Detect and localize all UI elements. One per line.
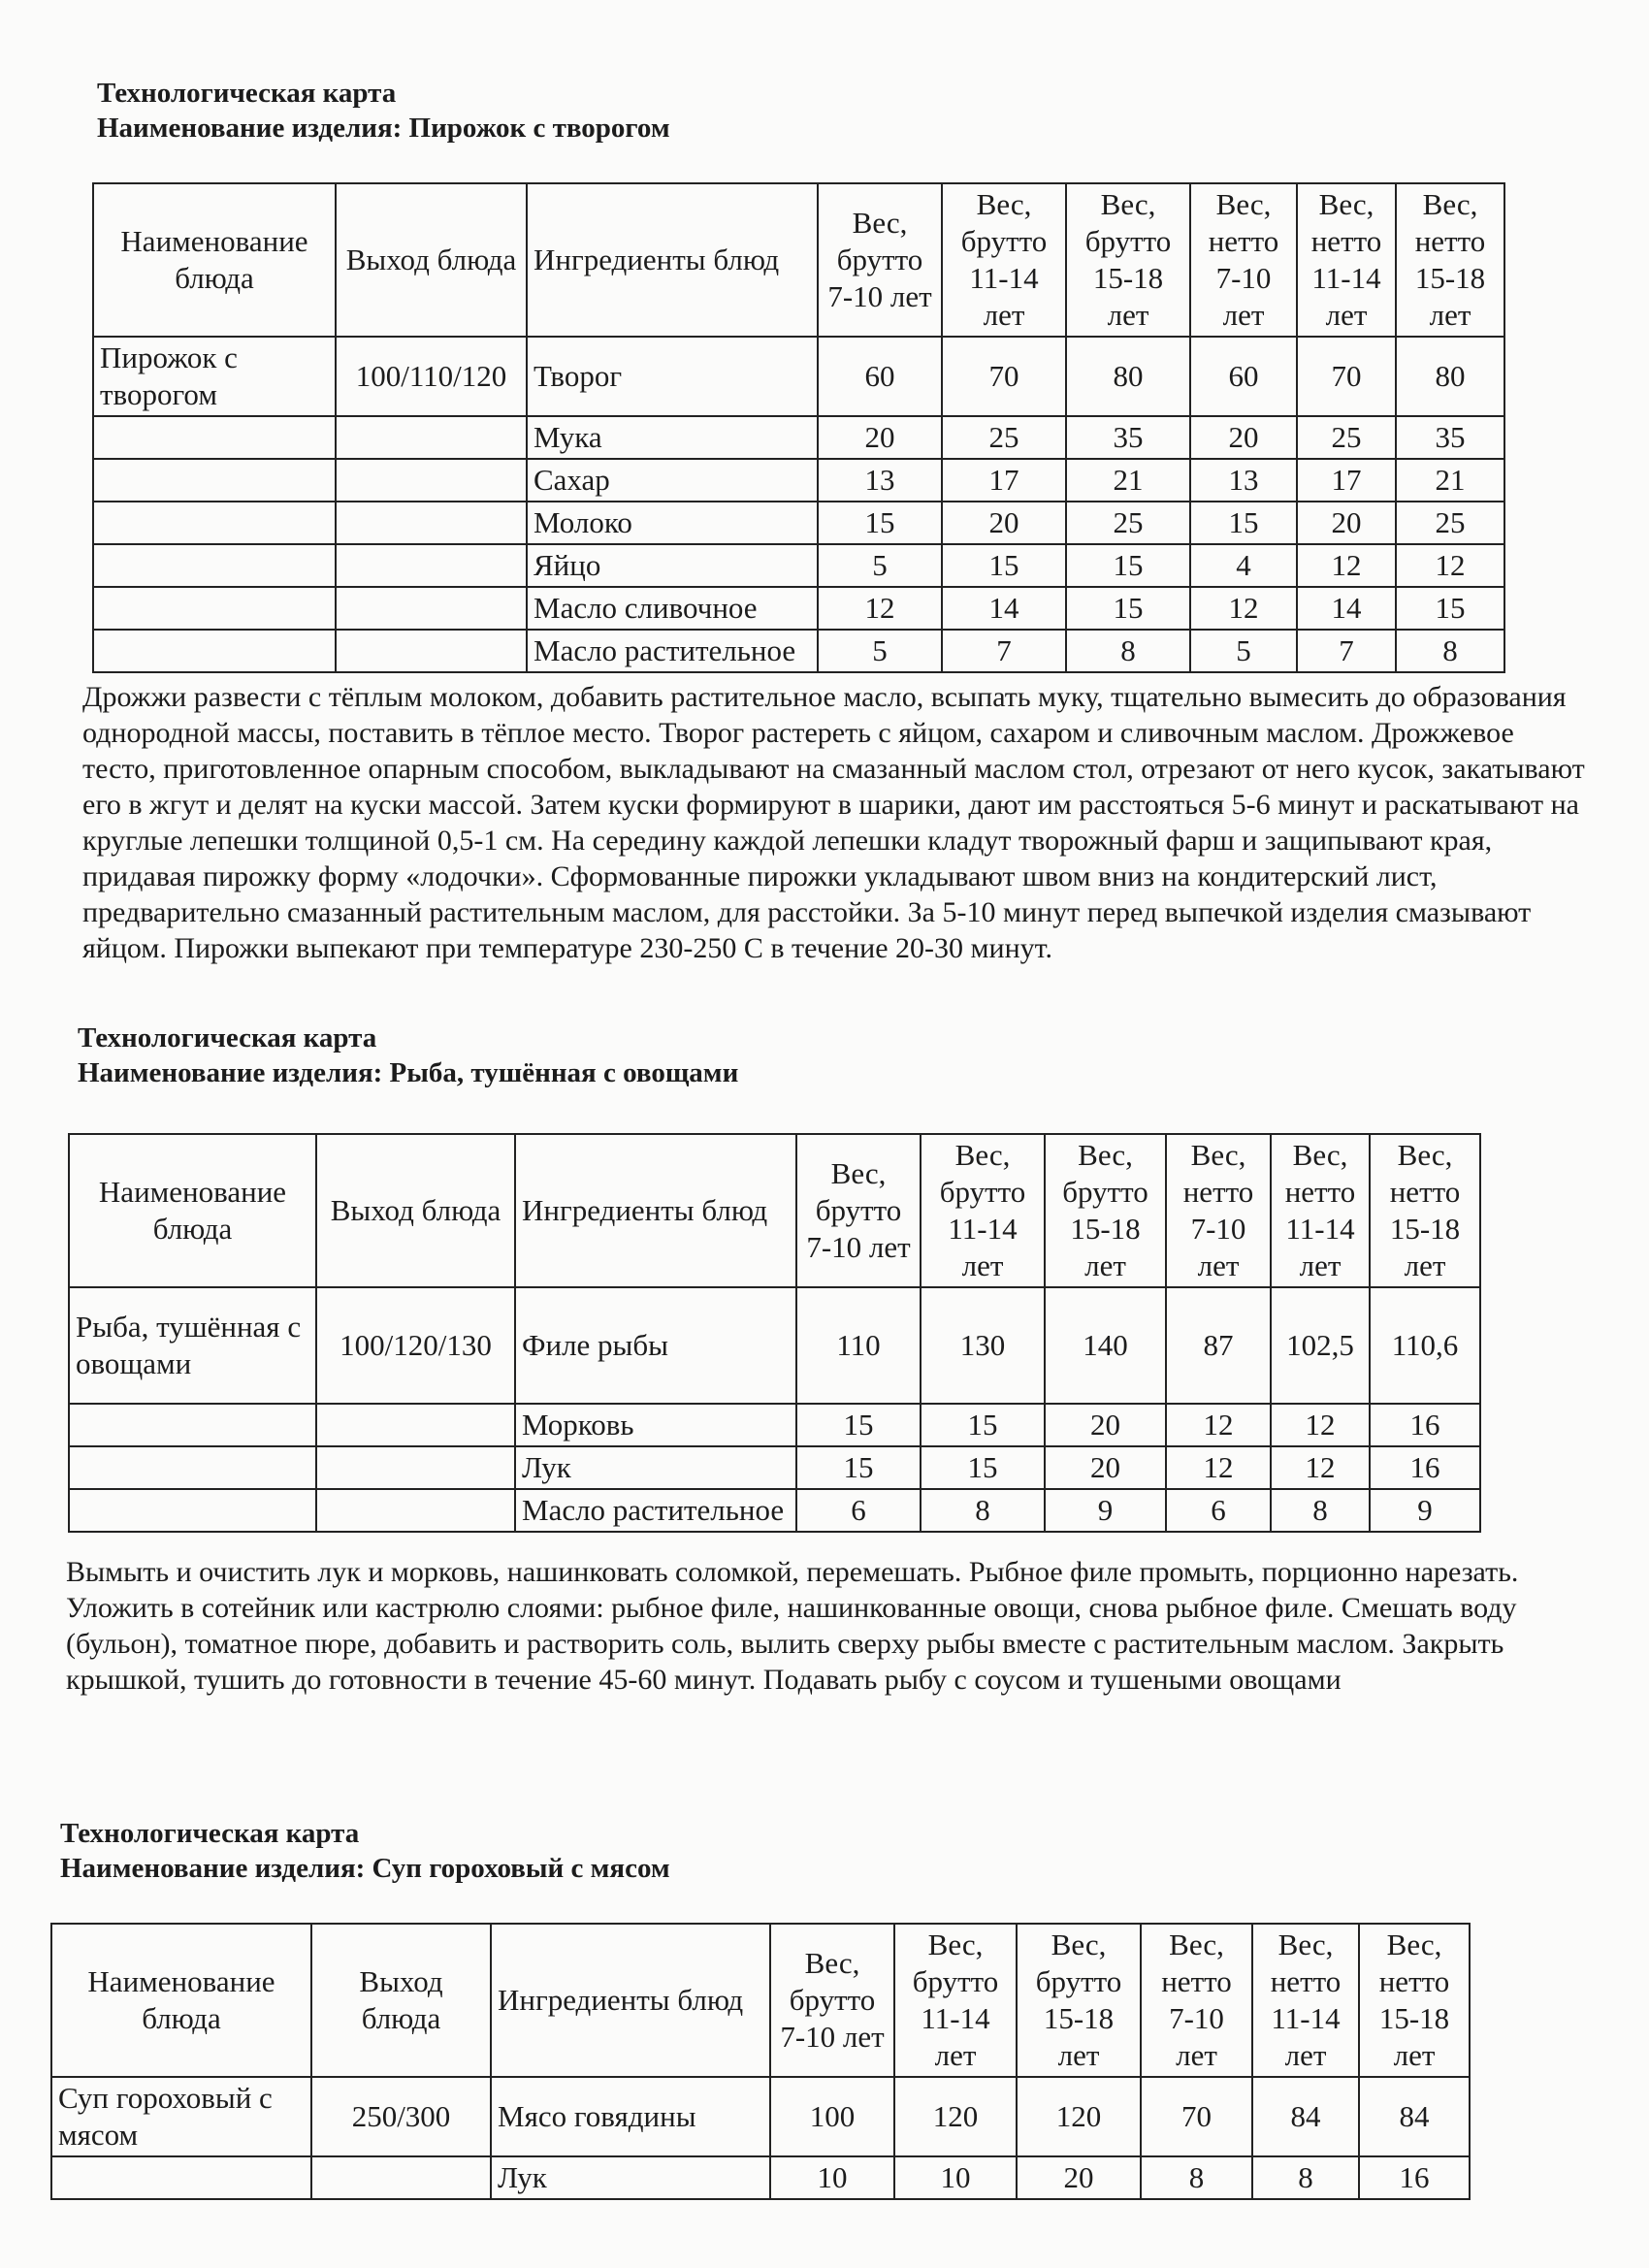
- tech-card-2: [78, 1021, 1494, 1090]
- weight-value: 17: [942, 459, 1066, 502]
- weight-value: 8: [921, 1489, 1045, 1532]
- dish-name: Рыба, тушённая с овощами: [69, 1287, 316, 1404]
- table-row: [93, 630, 1504, 672]
- recipe-table-2: [68, 1133, 1481, 1533]
- weight-value: 100: [770, 2077, 894, 2156]
- ingredient-name: Творог: [527, 337, 818, 416]
- weight-value: 15: [921, 1446, 1045, 1489]
- column-header: Наименование блюда: [51, 1924, 311, 2077]
- weight-value: 70: [1141, 2077, 1252, 2156]
- ingredient-name: Мясо говядины: [491, 2077, 770, 2156]
- weight-value: 5: [818, 544, 942, 587]
- weight-value: 5: [1190, 630, 1297, 672]
- weight-value: 8: [1252, 2156, 1359, 2199]
- column-header: Вес, нетто 15-18 лет: [1370, 1134, 1480, 1287]
- table-row: [93, 337, 1504, 416]
- card-title: Технологическая карта: [97, 78, 397, 109]
- weight-value: 14: [942, 587, 1066, 630]
- weight-value: 12: [1297, 544, 1396, 587]
- column-header: Вес, брутто 7-10 лет: [818, 183, 942, 337]
- weight-value: 16: [1370, 1446, 1480, 1489]
- table-row: [51, 2077, 1470, 2156]
- weight-value: 25: [1066, 502, 1190, 544]
- weight-value: 20: [1017, 2156, 1141, 2199]
- ingredient-name: Лук: [515, 1446, 796, 1489]
- table-row: [69, 1404, 1480, 1446]
- card-description: Дрожжи развести с тёплым молоком, добавить растительное масло, всыпать муку, тщательно вымесить до образования однородной массы, поставить в тёплое место. Творог растереть с яйцом, сахаром и сливочным маслом. Дрожжевое тесто, приготовленное опарным способом, выкладывают на смазанный маслом стол, отрезают от него кусок, закатывают его в жгут и делят на куски массой. Затем куски формируют в шарики, дают им расстояться 5-6 минут и раскатывают на круглые лепешки толщиной 0,5-1 см. На середину каждой лепешки кладут творожный фарш и защипывают края, придавая пирожку форму «лодочки». Сформованные пирожки укладывают швом вниз на кондитерский лист, предварительно смазанный растительным маслом, для расстойки. За 5-10 минут перед выпечкой изделия смазывают яйцом. Пирожки выпекают при температуре 230-250 С в течение 20-30 минут.: [82, 681, 1585, 964]
- weight-value: 20: [1297, 502, 1396, 544]
- dish-output: 100/120/130: [316, 1287, 515, 1404]
- column-header: Ингредиенты блюд: [491, 1924, 770, 2077]
- weight-value: 20: [818, 416, 942, 459]
- weight-value: 15: [942, 544, 1066, 587]
- weight-value: 35: [1066, 416, 1190, 459]
- table-row: [69, 1287, 1480, 1404]
- table-row: [93, 587, 1504, 630]
- weight-value: 102,5: [1271, 1287, 1370, 1404]
- dish-name: Суп гороховый с мясом: [51, 2077, 311, 2156]
- weight-value: 7: [1297, 630, 1396, 672]
- weight-value: 10: [894, 2156, 1017, 2199]
- weight-value: 120: [1017, 2077, 1141, 2156]
- column-header: Вес, брутто 11-14 лет: [921, 1134, 1045, 1287]
- table-row: [69, 1489, 1480, 1532]
- column-header: Вес, брутто 7-10 лет: [796, 1134, 921, 1287]
- ingredient-name: Лук: [491, 2156, 770, 2199]
- ingredient-name: Яйцо: [527, 544, 818, 587]
- weight-value: 15: [818, 502, 942, 544]
- weight-value: 6: [1166, 1489, 1271, 1532]
- card-description: Вымыть и очистить лук и морковь, нашинковать соломкой, перемешать. Рыбное филе промыть, порционно нарезать. Уложить в сотейник или кастрюлю слоями: рыбное филе, нашинкованные овощи, снова рыбное филе. Смешать воду (бульон), томатное пюре, добавить и растворить соль, вылить сверху рыбы вместе с растительным маслом. Закрыть крышкой, тушить до готовности в течение 45-60 минут. Подавать рыбу с соусом и тушеными овощами: [66, 1556, 1519, 1696]
- weight-value: 25: [942, 416, 1066, 459]
- column-header: Вес, брутто 11-14 лет: [894, 1924, 1017, 2077]
- weight-value: 20: [1045, 1446, 1166, 1489]
- column-header: Вес, нетто 7-10 лет: [1190, 183, 1297, 337]
- recipe-table-3: [50, 1923, 1471, 2200]
- ingredient-name: Масло растительное: [527, 630, 818, 672]
- weight-value: 84: [1252, 2077, 1359, 2156]
- table-header-row: [51, 1924, 1470, 2077]
- weight-value: 25: [1396, 502, 1504, 544]
- table-row: [93, 416, 1504, 459]
- weight-value: 12: [1166, 1446, 1271, 1489]
- weight-value: 12: [1166, 1404, 1271, 1446]
- column-header: Ингредиенты блюд: [515, 1134, 796, 1287]
- weight-value: 110: [796, 1287, 921, 1404]
- card-product: Наименование изделия: Рыба, тушённая с овощами: [78, 1057, 739, 1088]
- ingredient-name: Масло сливочное: [527, 587, 818, 630]
- weight-value: 13: [818, 459, 942, 502]
- weight-value: 8: [1271, 1489, 1370, 1532]
- ingredient-name: Сахар: [527, 459, 818, 502]
- weight-value: 16: [1359, 2156, 1470, 2199]
- column-header: Вес, брутто 11-14 лет: [942, 183, 1066, 337]
- weight-value: 60: [1190, 337, 1297, 416]
- ingredient-name: Молоко: [527, 502, 818, 544]
- column-header: Наименование блюда: [69, 1134, 316, 1287]
- weight-value: 12: [818, 587, 942, 630]
- weight-value: 8: [1396, 630, 1504, 672]
- column-header: Вес, брутто 7-10 лет: [770, 1924, 894, 2077]
- weight-value: 15: [1190, 502, 1297, 544]
- weight-value: 25: [1297, 416, 1396, 459]
- card-product: Наименование изделия: Суп гороховый с мясом: [60, 1853, 670, 1884]
- weight-value: 9: [1045, 1489, 1166, 1532]
- weight-value: 80: [1066, 337, 1190, 416]
- weight-value: 16: [1370, 1404, 1480, 1446]
- weight-value: 15: [796, 1404, 921, 1446]
- table-header-row: [93, 183, 1504, 337]
- weight-value: 20: [1190, 416, 1297, 459]
- weight-value: 87: [1166, 1287, 1271, 1404]
- weight-value: 140: [1045, 1287, 1166, 1404]
- weight-value: 12: [1271, 1446, 1370, 1489]
- column-header: Вес, нетто 11-14 лет: [1271, 1134, 1370, 1287]
- column-header: Вес, брутто 15-18 лет: [1066, 183, 1190, 337]
- column-header: Вес, нетто 11-14 лет: [1252, 1924, 1359, 2077]
- weight-value: 21: [1396, 459, 1504, 502]
- column-header: Выход блюда: [316, 1134, 515, 1287]
- ingredient-name: Мука: [527, 416, 818, 459]
- weight-value: 7: [942, 630, 1066, 672]
- weight-value: 20: [942, 502, 1066, 544]
- ingredient-name: Масло растительное: [515, 1489, 796, 1532]
- weight-value: 15: [1066, 587, 1190, 630]
- weight-value: 12: [1190, 587, 1297, 630]
- column-header: Вес, нетто 15-18 лет: [1359, 1924, 1470, 2077]
- weight-value: 17: [1297, 459, 1396, 502]
- dish-name: Пирожок с творогом: [93, 337, 336, 416]
- table-row: [93, 544, 1504, 587]
- weight-value: 4: [1190, 544, 1297, 587]
- ingredient-name: Филе рыбы: [515, 1287, 796, 1404]
- weight-value: 110,6: [1370, 1287, 1480, 1404]
- weight-value: 15: [1066, 544, 1190, 587]
- tech-card-1: [97, 76, 1513, 146]
- card-title: Технологическая карта: [78, 1022, 377, 1053]
- weight-value: 15: [921, 1404, 1045, 1446]
- ingredient-name: Морковь: [515, 1404, 796, 1446]
- column-header: Выход блюда: [336, 183, 527, 337]
- dish-output: 100/110/120: [336, 337, 527, 416]
- weight-value: 120: [894, 2077, 1017, 2156]
- column-header: Наименование блюда: [93, 183, 336, 337]
- card-title: Технологическая карта: [60, 1818, 360, 1849]
- weight-value: 70: [1297, 337, 1396, 416]
- table-header-row: [69, 1134, 1480, 1287]
- card-product: Наименование изделия: Пирожок с творогом: [97, 113, 670, 144]
- weight-value: 8: [1141, 2156, 1252, 2199]
- table-row: [69, 1446, 1480, 1489]
- weight-value: 80: [1396, 337, 1504, 416]
- weight-value: 15: [1396, 587, 1504, 630]
- weight-value: 12: [1396, 544, 1504, 587]
- column-header: Вес, брутто 15-18 лет: [1017, 1924, 1141, 2077]
- recipe-table-1: [92, 182, 1505, 673]
- tech-card-3: [60, 1816, 1476, 1886]
- dish-output: 250/300: [311, 2077, 491, 2156]
- table-row: [93, 459, 1504, 502]
- weight-value: 5: [818, 630, 942, 672]
- weight-value: 15: [796, 1446, 921, 1489]
- weight-value: 8: [1066, 630, 1190, 672]
- weight-value: 35: [1396, 416, 1504, 459]
- column-header: Вес, нетто 7-10 лет: [1141, 1924, 1252, 2077]
- column-header: Вес, нетто 11-14 лет: [1297, 183, 1396, 337]
- weight-value: 12: [1271, 1404, 1370, 1446]
- table-row: [93, 502, 1504, 544]
- weight-value: 130: [921, 1287, 1045, 1404]
- column-header: Вес, нетто 7-10 лет: [1166, 1134, 1271, 1287]
- column-header: Ингредиенты блюд: [527, 183, 818, 337]
- weight-value: 6: [796, 1489, 921, 1532]
- weight-value: 13: [1190, 459, 1297, 502]
- weight-value: 9: [1370, 1489, 1480, 1532]
- column-header: Вес, брутто 15-18 лет: [1045, 1134, 1166, 1287]
- table-row: [51, 2156, 1470, 2199]
- column-header: Выход блюда: [311, 1924, 491, 2077]
- weight-value: 21: [1066, 459, 1190, 502]
- weight-value: 84: [1359, 2077, 1470, 2156]
- weight-value: 70: [942, 337, 1066, 416]
- weight-value: 60: [818, 337, 942, 416]
- weight-value: 10: [770, 2156, 894, 2199]
- column-header: Вес, нетто 15-18 лет: [1396, 183, 1504, 337]
- weight-value: 20: [1045, 1404, 1166, 1446]
- weight-value: 14: [1297, 587, 1396, 630]
